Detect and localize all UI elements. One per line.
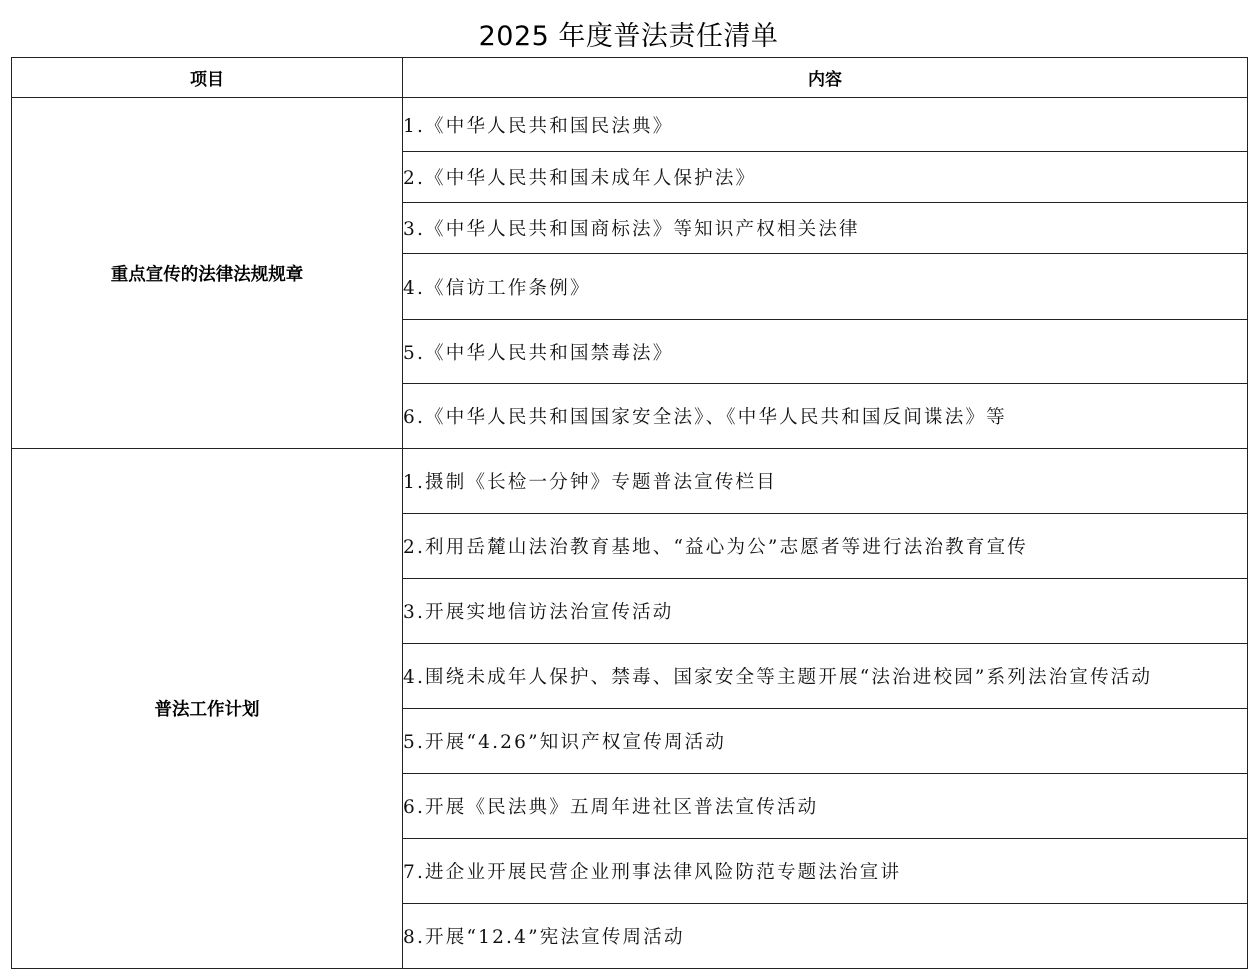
category-cell-laws: 重点宣传的法律法规规章 (12, 98, 403, 449)
content-cell: 1.《中华人民共和国民法典》 (403, 98, 1248, 152)
content-cell: 2.《中华人民共和国未成年人保护法》 (403, 152, 1248, 203)
content-cell: 3.《中华人民共和国商标法》等知识产权相关法律 (403, 203, 1248, 254)
table-row (12, 98, 1248, 152)
content-cell: 6.开展《民法典》五周年进社区普法宣传活动 (403, 774, 1248, 839)
responsibility-table (11, 57, 1248, 969)
table-row (12, 449, 1248, 514)
content-cell: 3.开展实地信访法治宣传活动 (403, 579, 1248, 644)
category-cell-plan: 普法工作计划 (12, 449, 403, 969)
header-content: 内容 (403, 58, 1248, 98)
content-cell: 6.《中华人民共和国国家安全法》、《中华人民共和国反间谍法》等 (403, 384, 1248, 449)
content-cell: 4.《信访工作条例》 (403, 254, 1248, 320)
document-title: 2025 年度普法责任清单 (478, 21, 779, 52)
content-cell: 1.摄制《长检一分钟》专题普法宣传栏目 (403, 449, 1248, 514)
content-cell: 5.《中华人民共和国禁毒法》 (403, 320, 1248, 384)
content-cell: 7.进企业开展民营企业刑事法律风险防范专题法治宣讲 (403, 839, 1248, 904)
content-cell: 8.开展“12.4”宪法宣传周活动 (403, 904, 1248, 969)
content-cell: 4.围绕未成年人保护、禁毒、国家安全等主题开展“法治进校园”系列法治宣传活动 (403, 644, 1248, 709)
content-cell: 2.利用岳麓山法治教育基地、“益心为公”志愿者等进行法治教育宣传 (403, 514, 1248, 579)
content-cell: 5.开展“4.26”知识产权宣传周活动 (403, 709, 1248, 774)
table-header-row (12, 58, 1248, 98)
header-item: 项目 (12, 58, 403, 98)
